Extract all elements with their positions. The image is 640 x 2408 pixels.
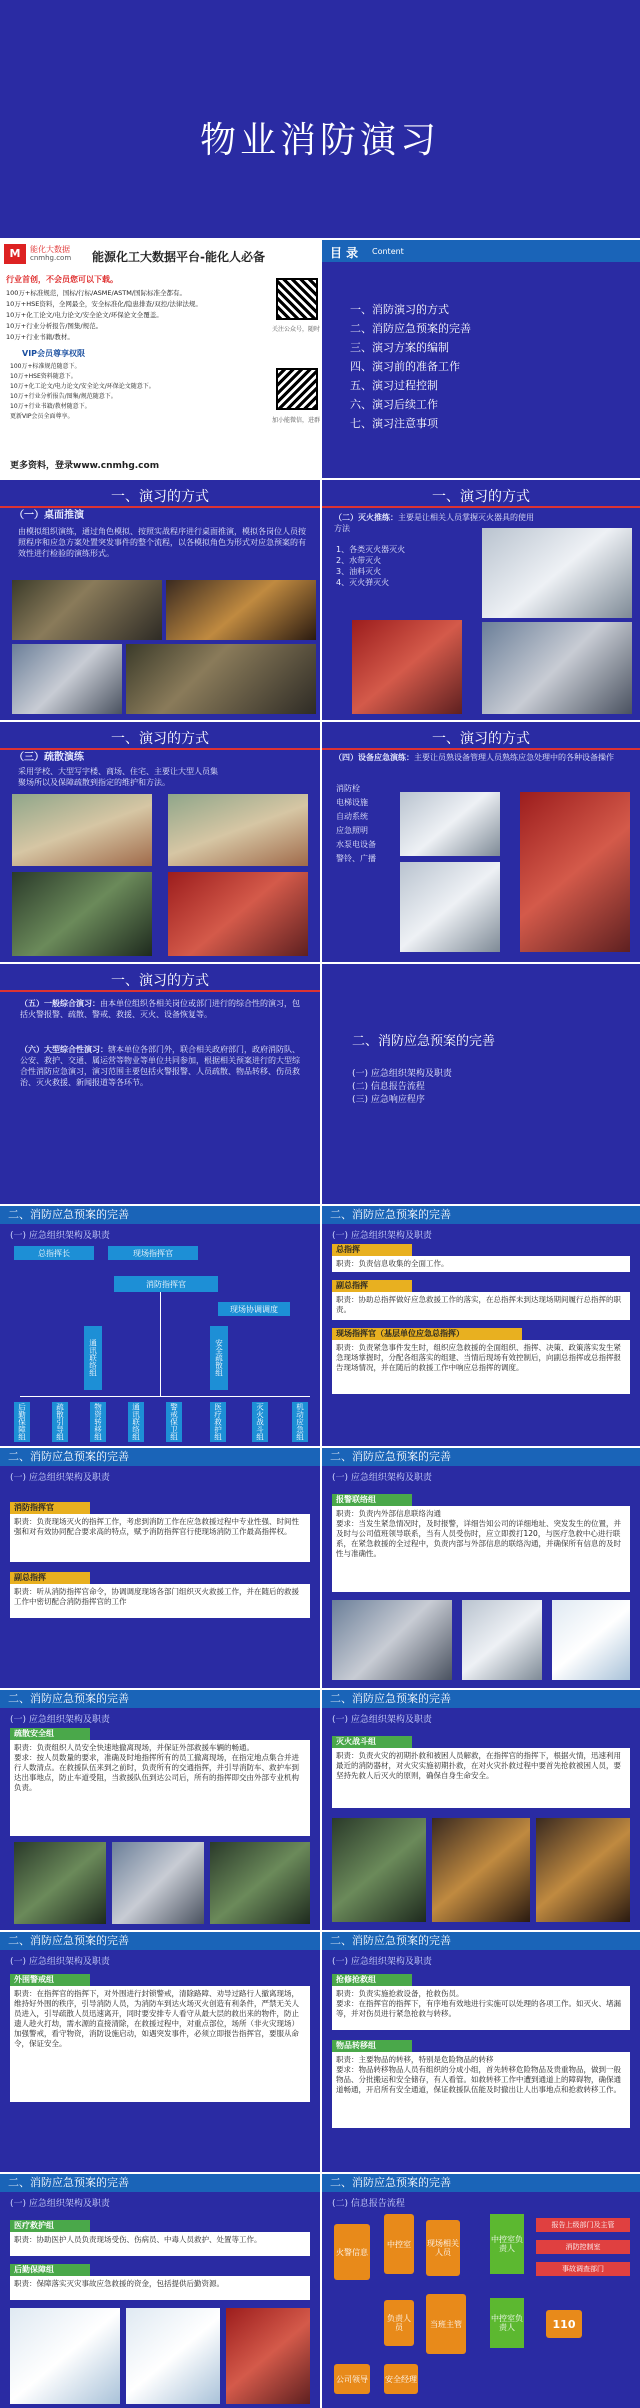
ad-vip-item: 更新VIP会员全面尊享。 <box>10 413 74 420</box>
ad-vip-list <box>10 362 260 422</box>
ad-vip-title: VIP会员尊享权限 <box>22 349 86 358</box>
sub-header: (一) 应急组织架构及职责 <box>332 1715 432 1725</box>
list-item: 水泵电设备 <box>336 840 376 849</box>
flow-node: 安全经理 <box>384 2364 418 2394</box>
sub-heading-note: 主要是让相关人员掌握灭火器具的使用方法 <box>334 513 534 533</box>
paragraph <box>20 1044 305 1088</box>
sub-header: (一) 应急组织架构及职责 <box>10 1715 110 1725</box>
photo <box>126 2308 220 2404</box>
section-header: 二、消防应急预案的完善 <box>0 2174 320 2192</box>
toc-item[interactable]: 五、演习过程控制 <box>350 379 438 392</box>
slide-title: 二、消防应急预案的完善 <box>352 1034 496 1049</box>
ad-item: 10万+行业分析报告/图集/规范。 <box>6 322 103 330</box>
photo <box>12 872 152 956</box>
slide-evac-drill <box>0 722 320 962</box>
flow-node: 现场相关人员 <box>426 2220 460 2276</box>
slide-title: 一、演习的方式 <box>432 489 530 505</box>
flow-node: 当班主管 <box>426 2294 466 2354</box>
list-item: 警铃、广播 <box>336 854 376 863</box>
item-list <box>336 782 376 866</box>
photo <box>332 1818 426 1922</box>
flow-node: 中控室负责人 <box>490 2298 524 2348</box>
section-header: 二、消防应急预案的完善 <box>322 2174 640 2192</box>
emergency-number: 110 <box>546 2310 582 2338</box>
photo <box>166 580 316 640</box>
qr-code-icon <box>278 370 316 408</box>
org-node: 安全疏散组 <box>210 1326 228 1390</box>
list-item: 1、各类灭火器灭火 <box>336 545 406 554</box>
photo <box>332 1600 452 1680</box>
org-node: 现场指挥官 <box>108 1246 198 1260</box>
slide-title: 一、演习的方式 <box>111 489 209 505</box>
role-bar: 疏散安全组 <box>10 1728 90 1740</box>
role-bar: 外围警戒组 <box>10 1974 90 1986</box>
photo <box>482 528 632 618</box>
org-node: 物资转移组 <box>90 1402 106 1442</box>
org-node: 疏散引导组 <box>52 1402 68 1442</box>
list-item: 消防栓 <box>336 784 360 793</box>
section-header: 二、消防应急预案的完善 <box>0 1932 320 1950</box>
role-box: 职责：负责实施抢救设备，抢救伤员。 要求：在指挥官的指挥下，有序地有效地进行实施可以处理的各项工作。如灭火、堵漏等，并对伤员进行紧急抢救与转移。 <box>332 1986 630 2030</box>
section-header: 二、消防应急预案的完善 <box>0 1206 320 1224</box>
ad-vip-item: 10万+行业书籍/教材随意下。 <box>10 403 91 410</box>
role-box: 职责：听从消防指挥官命令，协调调度现场各部门组织灭火救援工作，并在随后的救援工作中密切配合消防指挥官的工作 <box>10 1584 310 1618</box>
role-box: 职责：在指挥官的指挥下，对外围进行封锁警戒，清除路障、劝导过路行人撤离现场，维持好外围的秩序，引导消防人员，为消防车到达火场灭火创造有利条件，严禁无关人员进入，引导疏散人员迅速离开，同时要安排专人看守从最大层的救出来的物件，防止遗人趁火打劫，需水源的直接清除，在救援过程中，对重点部位，场所（非火灾现场）加强警戒，看守物资，消防设施启动，如遇突发事件，必须立即报告指挥官，要服从命令，保证安全。 <box>10 1986 310 2102</box>
slide-desk-drill <box>0 480 320 720</box>
connector <box>20 1396 310 1397</box>
list-item: 3、油料灭火 <box>336 567 382 576</box>
slide-title: 一、演习的方式 <box>432 731 530 747</box>
role-box: 职责：协助医护人员负责现场受伤、伤病员、中毒人员救护、处置等工作。 <box>10 2232 310 2256</box>
divider <box>322 748 640 750</box>
photo <box>10 2308 120 2404</box>
slide-roles-8 <box>0 2174 320 2408</box>
ad-vip-item: 100万+标准规范随意下。 <box>10 363 81 370</box>
sub-heading: （一）桌面推演 <box>14 510 84 521</box>
photo <box>12 644 122 714</box>
qr-caption: 关注公众号，随时 <box>272 326 320 333</box>
ad-vip-item: 10万+化工论文/电力论文/安全论文/环保论文随意下。 <box>10 383 155 390</box>
photo <box>12 794 152 866</box>
toc-item[interactable]: 三、演习方案的编制 <box>350 341 449 354</box>
photo <box>520 792 630 952</box>
role-box: 职责：保障落实灭灾事故应急救援的资金，包括提供后勤资源。 <box>10 2276 310 2300</box>
sub-header: (一) 应急组织架构及职责 <box>332 1231 432 1241</box>
body-text: 采用学校、大型写字楼、商场、住宅、主要让大型人员集聚场所以及保障疏散到指定的维护和方法。 <box>18 767 218 787</box>
section-header: 二、消防应急预案的完善 <box>322 1206 640 1224</box>
sub-header: (一) 应急组织架构及职责 <box>10 1957 110 1967</box>
photo <box>482 622 632 714</box>
connector <box>160 1292 161 1396</box>
org-node: 通讯联络组 <box>128 1402 144 1442</box>
paragraph-heading: （五）一般综合演习： <box>20 999 100 1008</box>
flow-node: 报告上级部门及主管 <box>536 2218 630 2232</box>
ad-panel <box>0 240 320 478</box>
list-item: 应急照明 <box>336 826 368 835</box>
role-box: 职责：负责信息收集的全面工作。 <box>332 1256 630 1272</box>
divider <box>322 506 640 508</box>
sub-header: (一) 应急组织架构及职责 <box>332 1473 432 1483</box>
role-box: 职责：协助总指挥做好应急救援工作的落实，在总指挥未到达现场期间履行总指挥的职责。 <box>332 1292 630 1320</box>
photo <box>552 1600 630 1680</box>
org-node: 警戒保卫组 <box>166 1402 182 1442</box>
slide-fire-drill <box>322 480 640 720</box>
photo <box>352 620 462 714</box>
ad-logo-url: cnmhg.com <box>30 254 72 262</box>
org-node: 灭火战斗组 <box>252 1402 268 1442</box>
toc-header <box>322 240 640 262</box>
paragraph-body: 辖本单位各部门外，联合相关政府部门，政府消防队、公安、救护、交通、属运营等物业等单位共同参加，根据相关预案进行的大型综合性消防应急演习，演习范围主要包括火警报警、人员疏散、物品转移、伤员救治、灭火救援、新闻报道等各环节。 <box>20 1045 300 1087</box>
paragraph-body: 由本单位组织各相关岗位或部门进行的综合性的演习，包括火警报警、疏散、警戒、救援、灭火、设备恢复等。 <box>20 999 300 1019</box>
org-node: 消防指挥官 <box>114 1276 218 1292</box>
ad-footer[interactable]: 更多资料，登录www.cnmhg.com <box>10 461 160 471</box>
photo <box>536 1818 630 1922</box>
list-item[interactable]: (二) 信息报告流程 <box>352 1082 425 1092</box>
ad-vip-item: 10万+行业分析报告/图集/规范随意下。 <box>10 393 117 400</box>
slide-roles-5 <box>322 1690 640 1930</box>
ad-item: 10万+化工论文/电力论文/安全论文/环保论文全覆盖。 <box>6 311 163 319</box>
flow-node: 中控室 <box>384 2214 414 2274</box>
section-header: 二、消防应急预案的完善 <box>0 1448 320 1466</box>
photo <box>112 1842 204 1924</box>
slide-roles-7 <box>322 1932 640 2172</box>
ad-list <box>6 288 272 343</box>
toc-subtitle: Content <box>372 247 404 256</box>
item-list <box>352 1068 452 1107</box>
slide-roles-6 <box>0 1932 320 2172</box>
role-bar: 医疗救护组 <box>10 2220 90 2232</box>
toc-item[interactable]: 一、消防演习的方式 <box>350 303 449 316</box>
photo <box>168 872 308 956</box>
ad-item: 100万+标准规范，国标/行标/ASME/ASTM/国际标准全都有。 <box>6 289 187 297</box>
list-item: 自动系统 <box>336 812 368 821</box>
role-box: 职责：负责内外部信息联络沟通 要求：当发生紧急情况时，及时报警，详细告知公司的详细地址、突发发生的位置，并及时与公司值班领导联系，当有人员受伤时，应立即拨打120，与医疗急救中心进行联系，在紧急救援的全过程中，负责内部与外部信息的联络沟通，并确保所有信息的及时性与准确性。 <box>332 1506 630 1592</box>
sub-heading <box>334 752 630 763</box>
section-header: 二、消防应急预案的完善 <box>0 1690 320 1708</box>
slide-equipment-drill <box>322 722 640 962</box>
sub-heading-label: （四）设备应急演练： <box>334 753 414 762</box>
role-box: 职责：主要物品的转移，特别是危险物品的转移 要求：物品转移物品人员有组织的分成小组，首先转移危险物品及贵重物品，做到一般物品、分批搬运和安全储存，有人看管。如救转移工作中遭到通道上的障碍物，确保通道畅通，开启所有安全通道，保证救援队伍能及时撤出让人出事地点和抢救转移工作。 <box>332 2052 630 2128</box>
section-header: 二、消防应急预案的完善 <box>322 1932 640 1950</box>
sub-heading: （三）疏散演练 <box>14 752 84 763</box>
sub-header: (一) 应急组织架构及职责 <box>10 1231 110 1241</box>
photo <box>400 862 500 952</box>
toc-item[interactable]: 二、消防应急预案的完善 <box>350 322 471 335</box>
role-bar: 副总指挥 <box>332 1280 412 1292</box>
ad-headline: 能源化工大数据平台-能化人必备 <box>92 250 265 264</box>
photo <box>12 580 162 640</box>
slide-roles-3 <box>322 1448 640 1688</box>
photo <box>210 1842 310 1924</box>
toc-item[interactable]: 六、演习后续工作 <box>350 398 438 411</box>
role-box: 职责：负责组织人员安全快速地撤离现场，并保证外部救援车辆的畅通。 要求：按人员数量的要求，准确及时地指挥所有的员工撤离现场，在指定地点集合并进行人数清点。在救援队伍来到之前时，负责所有的交通指挥，并引导消防车、救护车到达出事地点，防止车道受阻，当救援队伍到达公司后，所有的指挥即交由外部专业机构负责。 <box>10 1740 310 1836</box>
slide-title: 一、演习的方式 <box>111 731 209 747</box>
item-list <box>336 544 405 588</box>
slide-title: 一、演习的方式 <box>111 973 209 989</box>
toc-title: 目 录 <box>330 246 359 260</box>
ad-tagline: 行业首创，不会员您可以下载。 <box>6 275 118 284</box>
divider <box>0 506 320 508</box>
toc-slide <box>322 240 640 478</box>
org-node: 现场协调调度 <box>218 1302 290 1316</box>
qr-code-icon <box>278 280 316 318</box>
org-node: 机动应急组 <box>292 1402 308 1442</box>
section-header: 二、消防应急预案的完善 <box>322 1448 640 1466</box>
flow-node: 公司领导 <box>334 2364 370 2394</box>
ad-logo: M <box>4 244 26 264</box>
flow-node: 消防控制室 <box>536 2240 630 2254</box>
slide-org-chart <box>0 1206 320 1446</box>
role-bar: 后勤保障组 <box>10 2264 90 2276</box>
ad-item: 10万+HSE资料，全网最全，安全标准化/隐患排查/双控/法律法规。 <box>6 300 202 308</box>
photo <box>168 794 308 866</box>
org-node: 总指挥长 <box>14 1246 94 1260</box>
flow-node: 事故调查部门 <box>536 2262 630 2276</box>
page-title: 物业消防演习 <box>199 120 440 161</box>
flow-node: 中控室负责人 <box>490 2214 524 2274</box>
divider <box>0 748 320 750</box>
ad-item: 10万+行业书籍/教材。 <box>6 333 74 341</box>
photo <box>226 2308 310 2404</box>
title-slide <box>0 0 640 238</box>
list-item[interactable]: (一) 应急组织架构及职责 <box>352 1069 452 1079</box>
role-bar: 抢修抢救组 <box>332 1974 412 1986</box>
slide-comprehensive-drill <box>0 964 320 1204</box>
toc-item[interactable]: 四、演习前的准备工作 <box>350 360 460 373</box>
divider <box>0 990 320 992</box>
role-bar: 灭火战斗组 <box>332 1736 412 1748</box>
flow-node: 火警信息 <box>334 2224 370 2280</box>
list-item: 4、灭火弹灭火 <box>336 578 390 587</box>
org-node: 通讯联络组 <box>84 1326 102 1390</box>
photo <box>400 792 500 856</box>
paragraph-heading: （六）大型综合性演习： <box>20 1045 108 1054</box>
photo <box>126 644 316 714</box>
role-box: 职责：负责现场灭火的指挥工作，考虑到消防工作在应急救援过程中专业性强、时间性强和对有效协同配合要求高的特点，赋予消防指挥官行使现场消防工作最高指挥权。 <box>10 1514 310 1562</box>
ad-vip-item: 10万+HSE资料随意下。 <box>10 373 77 380</box>
paragraph <box>20 998 305 1020</box>
list-item: 电梯设施 <box>336 798 368 807</box>
photo <box>462 1600 542 1680</box>
sub-header: (一) 应急组织架构及职责 <box>332 1957 432 1967</box>
ad-logo-text: 能化大数据 <box>30 245 70 254</box>
role-bar: 现场指挥官（基层单位应急总指挥） <box>332 1328 522 1340</box>
role-bar: 物品转移组 <box>332 2040 412 2052</box>
toc-list <box>350 300 471 433</box>
slide-roles-1 <box>322 1206 640 1446</box>
role-box: 职责：负责火灾的初期扑救和被困人员解救，在指挥官的指挥下，根据火情，迅速利用最近的消防器材，对火灾实施初期扑救，在对火灾扑救过程中要首先抢救被困人员，要坚持先救人后灭火的原则，确保自身生命安全。 <box>332 1748 630 1808</box>
org-node: 医疗救护组 <box>210 1402 226 1442</box>
sub-header: (一) 应急组织架构及职责 <box>10 1473 110 1483</box>
slide-roles-2 <box>0 1448 320 1688</box>
sub-header: (一) 应急组织架构及职责 <box>10 2199 110 2209</box>
slide-roles-4 <box>0 1690 320 1930</box>
body-text: 由模拟组织演练，通过角色模拟、按照实战程序进行桌面推演，模拟各岗位人员按照程序和应急方案处置突发事件的整个流程，以各模拟角色为形式对应急预案的有效性进行检验的演练形式。 <box>18 527 306 558</box>
role-bar: 报警联络组 <box>332 1494 412 1506</box>
photo <box>14 1842 106 1924</box>
org-node: 后勤保障组 <box>14 1402 30 1442</box>
qr-caption: 加小能微信，进群 <box>272 417 320 424</box>
role-bar: 消防指挥官 <box>10 1502 90 1514</box>
sub-heading-label: （二）灭火推练： <box>334 513 398 522</box>
list-item[interactable]: (三) 应急响应程序 <box>352 1095 425 1105</box>
sub-heading-note: 主要让员熟设备管理人员熟练应急处理中的各种设备操作 <box>414 753 614 762</box>
slide-plan-overview <box>322 964 640 1204</box>
list-item: 2、水带灭火 <box>336 556 382 565</box>
slide-info-flow <box>322 2174 640 2408</box>
sub-header: (二) 信息报告流程 <box>332 2199 405 2209</box>
role-bar: 副总指挥 <box>10 1572 90 1584</box>
section-header: 二、消防应急预案的完善 <box>322 1690 640 1708</box>
role-bar: 总指挥 <box>332 1244 412 1256</box>
role-box: 职责：负责紧急事件发生时，组织应急救援的全面组织、指挥、决策、政策落实发生紧急现场掌握时，分配各组落实的组建、当情后现场有效控制后，向副总指挥或总指挥报告现场情况，并在随后的救援工作中响应总指挥的调度。 <box>332 1340 630 1394</box>
photo <box>432 1818 530 1922</box>
toc-item[interactable]: 七、演习注意事项 <box>350 417 438 430</box>
flow-node: 负责人员 <box>384 2300 414 2346</box>
